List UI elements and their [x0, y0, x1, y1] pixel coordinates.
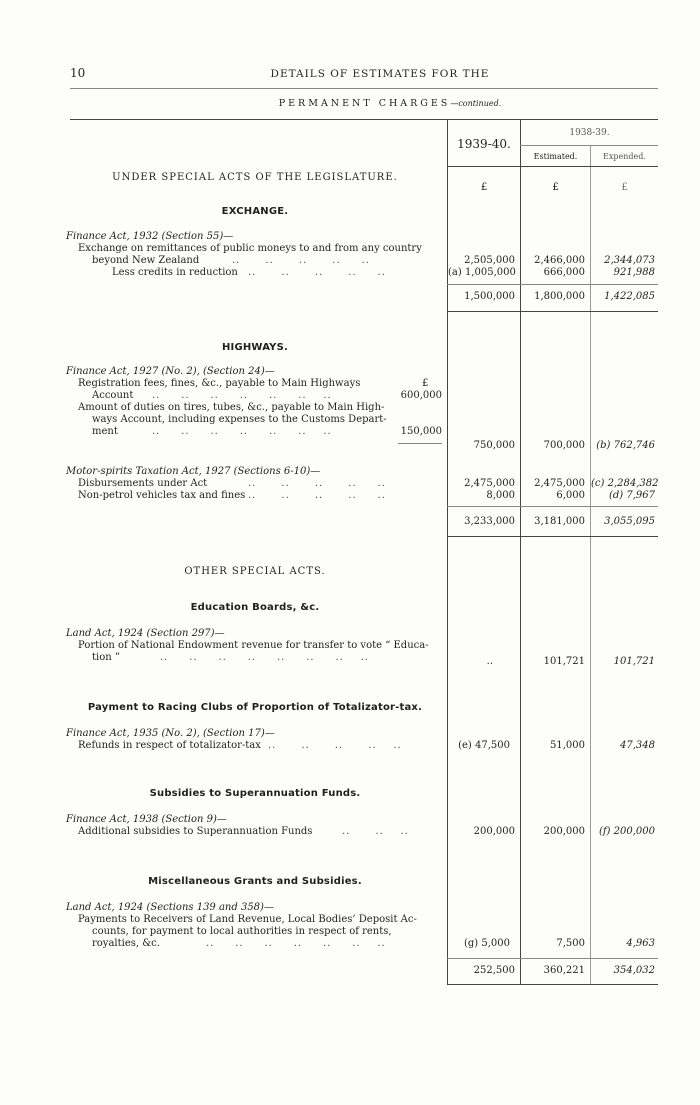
highways-pound: £	[422, 378, 429, 389]
education-line2: tion ”	[92, 652, 120, 663]
exchange-r2-expended: 921,988	[613, 267, 655, 278]
superannuation-line1: Additional subsidies to Superannuation Funds	[78, 826, 313, 837]
leader-dots: .. .. .. .. .. .. ..	[152, 390, 332, 401]
motor-r1-expended: (c) 2,284,382	[591, 478, 659, 489]
leader-dots: .. .. .. .. ..	[248, 490, 386, 501]
leader-dots: .. .. .. .. .. .. .. ..	[160, 652, 369, 663]
header-rule	[70, 88, 658, 89]
superannuation-1939: 200,000	[473, 826, 515, 837]
subtitle-continued: —continued.	[450, 99, 502, 108]
misc-estimated: 7,500	[556, 938, 585, 949]
misc-line1: Payments to Receivers of Land Revenue, Local Bodies’ Deposit Ac-	[78, 914, 417, 925]
exchange-r1-expended: 2,344,073	[604, 255, 655, 266]
racing-expended: 47,348	[620, 740, 655, 751]
education-1939: ..	[486, 656, 493, 667]
leader-dots: .. .. .. .. .. .. ..	[152, 426, 332, 437]
education-heading: Education Boards, &c.	[190, 602, 320, 613]
education-line1: Portion of National Endowment revenue for transfer to vote “ Educa-	[78, 640, 429, 651]
leader-dots: .. .. .. .. ..	[248, 478, 386, 489]
main-heading: UNDER SPECIAL ACTS OF THE LEGISLATURE.	[112, 172, 398, 183]
motor-line2: Non-petrol vehicles tax and fines	[78, 490, 246, 501]
exchange-line1a: Exchange on remittances of public moneys to and from any country	[78, 243, 422, 254]
col-expended-header: Expended.	[603, 152, 646, 161]
highways-line5: ment	[92, 426, 118, 437]
highways-line4: ways Account, including expenses to the Customs Depart-	[92, 414, 387, 425]
highways-subtotal-rule	[398, 443, 442, 444]
exchange-total-rule	[447, 284, 658, 285]
racing-act: Finance Act, 1935 (No. 2), (Section 17)—	[66, 728, 275, 739]
col-estimated-header: Estimated.	[533, 152, 578, 161]
racing-heading: Payment to Racing Clubs of Proportion of Totalizator-tax.	[87, 702, 423, 713]
superannuation-expended: (f) 200,000	[598, 826, 655, 837]
highways-heading: HIGHWAYS.	[221, 342, 289, 353]
misc-line3: royalties, &c.	[92, 938, 160, 949]
highways-line5-amount: 150,000	[400, 426, 442, 437]
exchange-r1-1939: 2,505,000	[464, 255, 515, 266]
highways-total-rule	[447, 506, 658, 507]
col-divider-1	[447, 119, 448, 985]
motor-r2-estimated: 6,000	[556, 490, 585, 501]
other-total-1939: 252,500	[473, 965, 515, 976]
col-divider-2	[520, 119, 521, 985]
exchange-r2-1939: (a) 1,005,000	[448, 267, 516, 278]
misc-1939: (g) 5,000	[463, 938, 510, 949]
highways-line2: Account	[92, 390, 134, 401]
exchange-total-1939: 1,500,000	[464, 291, 515, 302]
leader-dots: .. .. .. .. .. .. ..	[206, 938, 386, 949]
highways-bottom-rule	[447, 536, 658, 537]
highways-sub-estimated: 700,000	[543, 440, 585, 451]
motor-r1-1939: 2,475,000	[464, 478, 515, 489]
racing-1939: (e) 47,500	[458, 740, 510, 751]
subtitle-main: PERMANENT CHARGES	[278, 98, 451, 109]
section-subtitle	[200, 98, 580, 110]
exchange-act: Finance Act, 1932 (Section 55)—	[66, 231, 234, 242]
misc-expended: 4,963	[626, 938, 655, 949]
leader-dots: .. .. ..	[342, 826, 409, 837]
superannuation-act: Finance Act, 1938 (Section 9)—	[66, 814, 227, 825]
motor-r2-1939: 8,000	[486, 490, 515, 501]
highways-sub-1939: 750,000	[473, 440, 515, 451]
exchange-bottom-rule	[447, 311, 658, 312]
exchange-line1b: beyond New Zealand	[92, 255, 200, 266]
highways-total-estimated: 3,181,000	[534, 516, 585, 527]
pound-sign-expended: £	[621, 182, 628, 193]
col-header-bottom-rule	[447, 166, 658, 167]
highways-line2-amount: 600,000	[400, 390, 442, 401]
col-1939-header: 1939-40.	[457, 137, 511, 151]
leader-dots: .. .. .. .. ..	[232, 255, 370, 266]
pound-sign-1939: £	[480, 182, 488, 193]
highways-total-1939: 3,233,000	[464, 516, 515, 527]
leader-dots: .. .. .. .. ..	[268, 740, 402, 751]
leader-dots: .. .. .. .. ..	[248, 267, 386, 278]
exchange-total-expended: 1,422,085	[604, 291, 655, 302]
exchange-line2: Less credits in reduction	[112, 267, 238, 278]
other-total-expended: 354,032	[613, 965, 655, 976]
pound-sign-estimated: £	[552, 182, 559, 193]
racing-estimated: 51,000	[550, 740, 585, 751]
misc-act: Land Act, 1924 (Sections 139 and 358)—	[66, 902, 274, 913]
col1938-under-rule	[520, 145, 658, 146]
exchange-heading: EXCHANGE.	[221, 206, 289, 217]
motor-r1-estimated: 2,475,000	[534, 478, 585, 489]
page-number: 10	[70, 66, 86, 80]
misc-line2: counts, for payment to local authorities in respect of rents,	[92, 926, 392, 937]
table-top-rule	[70, 119, 658, 120]
highways-line1: Registration fees, fines, &c., payable to Main Highways	[78, 378, 361, 389]
highways-sub-expended: (b) 762,746	[596, 440, 655, 451]
other-total-estimated: 360,221	[543, 965, 585, 976]
motor-line1: Disbursements under Act	[78, 478, 208, 489]
motor-spirits-act: Motor-spirits Taxation Act, 1927 (Sections 6-10)—	[66, 466, 321, 477]
other-bottom-rule	[447, 984, 658, 985]
highways-line3: Amount of duties on tires, tubes, &c., payable to Main High-	[78, 402, 385, 413]
exchange-r2-estimated: 666,000	[543, 267, 585, 278]
other-total-rule	[447, 958, 658, 959]
misc-heading: Miscellaneous Grants and Subsidies.	[148, 876, 362, 887]
education-estimated: 101,721	[543, 656, 585, 667]
col-1938-header: 1938-39.	[569, 128, 610, 138]
exchange-total-estimated: 1,800,000	[534, 291, 585, 302]
other-heading: OTHER SPECIAL ACTS.	[184, 566, 326, 577]
highways-act: Finance Act, 1927 (No. 2), (Section 24)—	[66, 366, 275, 377]
motor-r2-expended: (d) 7,967	[608, 490, 655, 501]
running-title: DETAILS OF ESTIMATES FOR THE	[270, 68, 490, 80]
superannuation-estimated: 200,000	[543, 826, 585, 837]
highways-total-expended: 3,055,095	[604, 516, 655, 527]
racing-line1: Refunds in respect of totalizator-tax	[78, 740, 261, 751]
education-act: Land Act, 1924 (Section 297)—	[66, 628, 225, 639]
exchange-r1-estimated: 2,466,000	[534, 255, 585, 266]
education-expended: 101,721	[613, 656, 655, 667]
superannuation-heading: Subsidies to Superannuation Funds.	[149, 788, 361, 799]
